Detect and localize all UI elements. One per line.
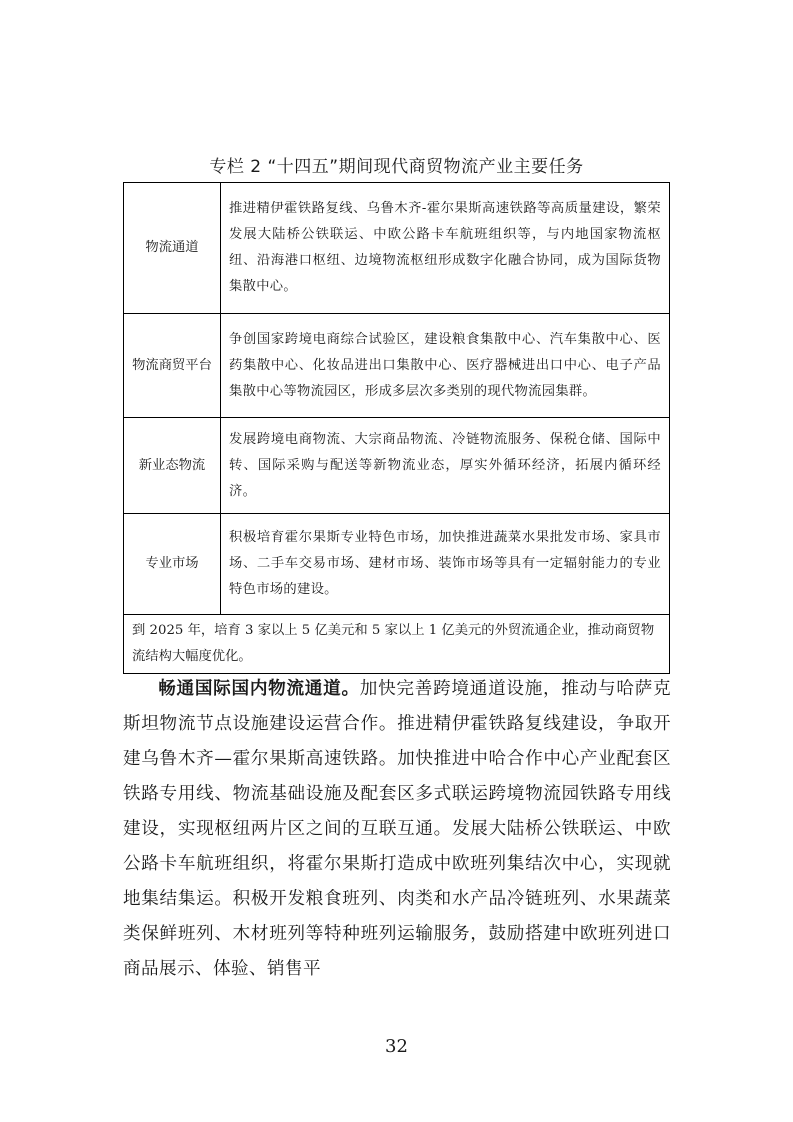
table-row [124, 314, 670, 418]
row-text-logistics-channel: 推进精伊霍铁路复线、乌鲁木齐-霍尔果斯高速铁路等高质量建设，繁荣发展大陆桥公铁联运、中欧公路卡车航班组织等，与内地国家物流枢纽、沿海港口枢纽、边境物流枢纽形成数字化融合协同，成为国际货物集散中心。 [221, 183, 670, 314]
tasks-table [123, 182, 670, 674]
row-label-trade-platform: 物流商贸平台 [124, 314, 221, 418]
row-text-new-format-logistics: 发展跨境电商物流、大宗商品物流、冷链物流服务、保税仓储、国际中转、国际采购与配送等新物流业态，厚实外循环经济，拓展内循环经济。 [221, 418, 670, 514]
row-label-new-format-logistics: 新业态物流 [124, 418, 221, 514]
row-text-specialty-market: 积极培育霍尔果斯专业特色市场，加快推进蔬菜水果批发市场、家具市场、二手车交易市场、建材市场、装饰市场等具有一定辐射能力的专业特色市场的建设。 [221, 514, 670, 615]
row-label-specialty-market: 专业市场 [124, 514, 221, 615]
table-footer-goal: 到 2025 年，培育 3 家以上 5 亿美元和 5 家以上 1 亿美元的外贸流通企业，推动商贸物流结构大幅度优化。 [124, 615, 670, 674]
row-label-logistics-channel: 物流通道 [124, 183, 221, 314]
paragraph-heading: 畅通国际国内物流通道。 [158, 679, 360, 699]
body-paragraph [123, 672, 671, 987]
table-row [124, 514, 670, 615]
page-number: 32 [385, 1036, 408, 1057]
table-row [124, 183, 670, 314]
paragraph-text: 加快完善跨境通道设施，推动与哈萨克斯坦物流节点设施建设运营合作。推进精伊霍铁路复线建设，争取开建乌鲁木齐—霍尔果斯高速铁路。加快推进中哈合作中心产业配套区铁路专用线、物流基础设施及配套区多式联运跨境物流园铁路专用线建设，实现枢纽两片区之间的互联互通。发展大陆桥公铁联运、中欧公路卡车航班组织，将霍尔果斯打造成中欧班列集结次中心，实现就地集结集运。积极开发粮食班列、肉类和水产品冷链班列、水果蔬菜类保鲜班列、木材班列等特种班列运输服务，鼓励搭建中欧班列进口商品展示、体验、销售平 [123, 679, 671, 979]
box-title: 专栏 2 “十四五”期间现代商贸物流产业主要任务 [209, 157, 584, 177]
table-row [124, 615, 670, 674]
table-row [124, 418, 670, 514]
row-text-trade-platform: 争创国家跨境电商综合试验区，建设粮食集散中心、汽车集散中心、医药集散中心、化妆品进出口集散中心、医疗器械进出口中心、电子产品集散中心等物流园区，形成多层次多类别的现代物流园集群。 [221, 314, 670, 418]
